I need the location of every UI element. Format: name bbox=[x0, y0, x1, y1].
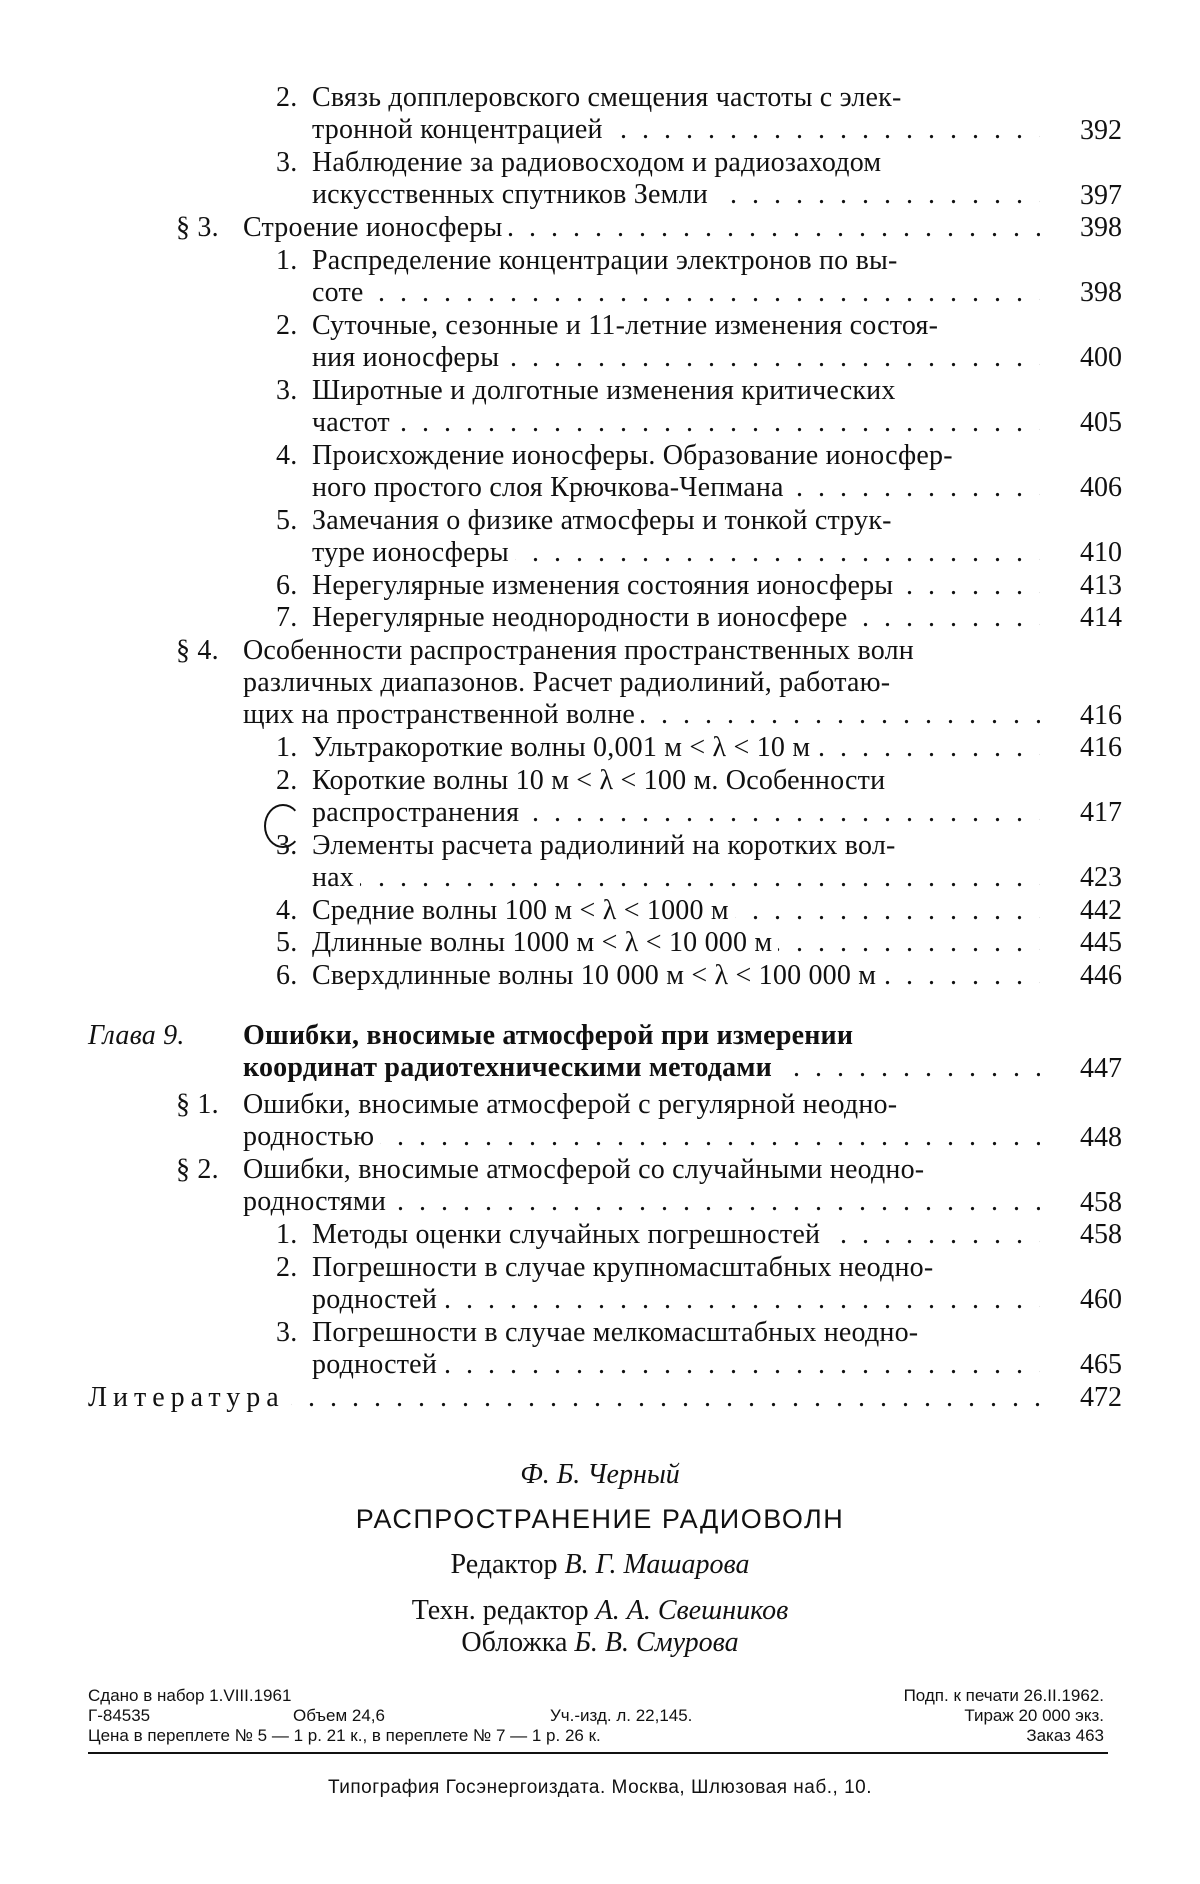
toc-page-number: 413 bbox=[1080, 569, 1122, 601]
toc-entry bbox=[176, 1154, 1040, 1218]
toc-entry-line: Элементы расчета радиолиний на коротких вол- bbox=[312, 829, 896, 861]
toc-entry bbox=[276, 439, 1040, 504]
toc-entry-line: Погрешности в случае крупномасштабных неодно- bbox=[312, 1251, 934, 1283]
toc-entry-number: 3. bbox=[276, 374, 298, 406]
toc-entry-line: Средние волны 100 м < λ < 1000 м . . . bbox=[312, 895, 1040, 927]
imprint-print-date: Подп. к печати 26.II.1962. bbox=[903, 1686, 1104, 1705]
toc-page-number: 417 bbox=[1080, 797, 1122, 828]
imprint-publisher-sheets: Уч.-изд. л. 22,145. bbox=[550, 1706, 693, 1725]
toc-entry-line: Нерегулярные изменения состояния ионосферы . . . bbox=[312, 570, 1040, 602]
toc-entry-line: туре ионосферы . . . bbox=[312, 537, 1040, 569]
toc-entry bbox=[276, 504, 1040, 569]
toc-entry bbox=[276, 374, 1040, 439]
toc-entry-line: ного простого слоя Крючкова-Чепмана . . . bbox=[312, 472, 1040, 504]
toc-entry bbox=[276, 309, 1040, 374]
toc-entry-number: 5. bbox=[276, 927, 298, 958]
chapter-title-line: Ошибки, вносимые атмосферой при измерении bbox=[243, 1020, 854, 1051]
toc-entry-line: частот . . . bbox=[312, 407, 1040, 439]
chapter-title-line: координат радиотехническими методами . . . bbox=[243, 1052, 1040, 1084]
imprint-code: Г-84535 bbox=[88, 1706, 151, 1725]
toc-page-number: 448 bbox=[1080, 1121, 1122, 1153]
toc-entry bbox=[276, 147, 1040, 211]
toc-entry-line: Замечания о физике атмосферы и тонкой струк- bbox=[312, 504, 892, 536]
toc-page-number: 400 bbox=[1080, 342, 1122, 373]
book-title: РАСПРОСТРАНЕНИЕ РАДИОВОЛН bbox=[355, 1504, 845, 1534]
toc-page-number: 458 bbox=[1080, 1219, 1122, 1250]
toc-entry-line: родностей . . . bbox=[312, 1284, 1040, 1316]
toc-entry-number: 3. bbox=[276, 829, 298, 861]
toc-entry bbox=[276, 82, 1040, 146]
toc-entry bbox=[276, 927, 1040, 959]
toc-entry-number: 6. bbox=[276, 959, 298, 991]
imprint-block bbox=[88, 1686, 1108, 1746]
imprint-price: Цена в переплете № 5 — 1 р. 21 к., в переплете № 7 — 1 р. 26 к. bbox=[88, 1726, 601, 1745]
toc-entry-number: 2. bbox=[276, 82, 298, 113]
toc-entry-line: Нерегулярные неоднородности в ионосфере . . . bbox=[312, 602, 1040, 634]
author-name: Ф. Б. Черный bbox=[520, 1459, 680, 1490]
printer-line: Типография Госэнергоиздата. Москва, Шлюзовая наб., 10. bbox=[327, 1777, 873, 1798]
toc-page-number: 472 bbox=[1080, 1381, 1122, 1413]
toc-entry-number: § 4. bbox=[176, 634, 219, 666]
toc-entry-number: 4. bbox=[276, 439, 298, 471]
toc-entry-line: соте . . . bbox=[312, 277, 1040, 309]
toc-entry-line: Наблюдение за радиовосходом и радиозаходом bbox=[312, 147, 882, 178]
toc-entry-number: 1. bbox=[276, 244, 298, 276]
toc-entry-line: родностей . . . bbox=[312, 1349, 1040, 1381]
toc-entry-line: Сверхдлинные волны 10 000 м < λ < 100 000 м . . . bbox=[312, 960, 1040, 992]
toc-page-number: 446 bbox=[1080, 959, 1122, 991]
chapter-label: Глава 9. bbox=[88, 1020, 185, 1051]
toc-entry-line: Ошибки, вносимые атмосферой с регулярной неодно- bbox=[243, 1089, 898, 1120]
toc-entry-number: 3. bbox=[276, 147, 298, 178]
toc-entry-number: § 3. bbox=[176, 212, 219, 243]
toc-entry-line: родностью . . . bbox=[243, 1121, 1040, 1153]
toc-entry bbox=[276, 569, 1040, 602]
toc-entry bbox=[276, 764, 1040, 829]
toc-entry-line: Широтные и долготные изменения критических bbox=[312, 374, 896, 406]
toc-entry bbox=[176, 212, 1040, 244]
toc-entry-line: Ошибки, вносимые атмосферой со случайными неодно- bbox=[243, 1154, 925, 1185]
toc-entry-number: 2. bbox=[276, 1251, 298, 1283]
toc-page-number: 447 bbox=[1080, 1052, 1122, 1084]
toc-literature bbox=[88, 1382, 1040, 1414]
toc-entry bbox=[276, 829, 1040, 894]
toc-page-number: 398 bbox=[1080, 277, 1122, 308]
toc-page-number: 406 bbox=[1080, 472, 1122, 503]
imprint-volume: Объем 24,6 bbox=[293, 1706, 385, 1725]
toc-entry-number: 2. bbox=[276, 309, 298, 341]
toc-page-number: 392 bbox=[1080, 114, 1122, 146]
toc-entry-line: Короткие волны 10 м < λ < 100 м. Особенности bbox=[312, 764, 886, 796]
toc-page-number: 398 bbox=[1080, 212, 1122, 243]
toc-entry bbox=[276, 732, 1040, 764]
toc-entry-line: Особенности распространения пространственных волн bbox=[243, 634, 914, 666]
toc-entry-line: тронной концентрацией . . . bbox=[312, 114, 1040, 146]
handwritten-circle-mark bbox=[264, 804, 302, 848]
toc-page-number: 405 bbox=[1080, 407, 1122, 438]
toc-entry-line: Длинные волны 1000 м < λ < 10 000 м . . . bbox=[312, 927, 1040, 959]
toc-page-number: 445 bbox=[1080, 927, 1122, 958]
toc-entry-number: 3. bbox=[276, 1316, 298, 1348]
toc-entry-line: Ультракороткие волны 0,001 м < λ < 10 м . . . bbox=[312, 732, 1040, 764]
imprint-typeset-date: Сдано в набор 1.VIII.1961 bbox=[88, 1686, 292, 1705]
toc-entry-line: нах . . . bbox=[312, 862, 1040, 894]
toc-entry bbox=[176, 634, 1040, 731]
toc-entry-number: 1. bbox=[276, 1219, 298, 1250]
imprint-print-run: Тираж 20 000 экз. bbox=[964, 1706, 1104, 1725]
toc-entry-line: Распределение концентрации электронов по вы- bbox=[312, 244, 898, 276]
toc-page-number: 423 bbox=[1080, 862, 1122, 893]
toc-entry-line: Суточные, сезонные и 11-летние изменения состоя- bbox=[312, 309, 939, 341]
toc-entry-line: Погрешности в случае мелкомасштабных неодно- bbox=[312, 1316, 919, 1348]
toc-entry-number: § 1. bbox=[176, 1089, 219, 1120]
toc-entry bbox=[276, 894, 1040, 927]
toc-entry-number: § 2. bbox=[176, 1154, 219, 1185]
toc-entry-line: Происхождение ионосферы. Образование ионосфер- bbox=[312, 439, 953, 471]
toc-entry-line: Связь допплеровского смещения частоты с элек- bbox=[312, 82, 902, 113]
toc-page-number: 460 bbox=[1080, 1284, 1122, 1315]
toc-entry bbox=[276, 1316, 1040, 1381]
toc-page-number: 442 bbox=[1080, 894, 1122, 926]
toc-page-number: 416 bbox=[1080, 699, 1122, 731]
imprint-rule bbox=[88, 1752, 1108, 1754]
toc-entry-number: 5. bbox=[276, 504, 298, 536]
toc-entry-number: 2. bbox=[276, 764, 298, 796]
toc-entry-number: 6. bbox=[276, 569, 298, 601]
toc-page-number: 465 bbox=[1080, 1349, 1122, 1380]
toc-entry bbox=[276, 602, 1040, 634]
toc-entry bbox=[276, 1251, 1040, 1316]
toc-entry bbox=[276, 1219, 1040, 1251]
toc-entry-line: Строение ионосферы . . . bbox=[243, 212, 1040, 244]
toc-page-number: 410 bbox=[1080, 537, 1122, 568]
toc-entry bbox=[276, 244, 1040, 309]
toc-entry-line: Методы оценки случайных погрешностей . . . bbox=[312, 1219, 1040, 1251]
toc-entry-number: 4. bbox=[276, 894, 298, 926]
imprint-order: Заказ 463 bbox=[1026, 1726, 1104, 1745]
toc-page-number: 414 bbox=[1080, 602, 1122, 633]
toc-entry-number: 7. bbox=[276, 602, 298, 633]
toc-entry-line: искусственных спутников Земли . . . bbox=[312, 179, 1040, 211]
cover-credit: Обложка Б. В. Смурова bbox=[461, 1627, 739, 1658]
toc-entry-line: ния ионосферы . . . bbox=[312, 342, 1040, 374]
toc-page-number: 416 bbox=[1080, 732, 1122, 763]
toc-entry bbox=[276, 959, 1040, 992]
toc-page-number: 458 bbox=[1080, 1186, 1122, 1218]
toc-page-number: 397 bbox=[1080, 179, 1122, 211]
toc-entry-line: различных диапазонов. Расчет радиолиний, работаю- bbox=[243, 666, 891, 698]
toc-entry bbox=[176, 1089, 1040, 1153]
tech-editor-credit: Техн. редактор А. А. Свешников bbox=[411, 1595, 789, 1626]
toc-entry-line: родностями . . . bbox=[243, 1186, 1040, 1218]
toc-entry-line: Литература . . . bbox=[88, 1382, 1040, 1414]
toc-entry-number: 1. bbox=[276, 732, 298, 763]
toc-entry-line: щих на пространственной волне . . . bbox=[243, 699, 1040, 731]
toc-entry-line: распространения . . . bbox=[312, 797, 1040, 829]
editor-credit: Редактор В. Г. Машарова bbox=[450, 1549, 750, 1580]
chapter-heading bbox=[88, 1020, 1040, 1084]
